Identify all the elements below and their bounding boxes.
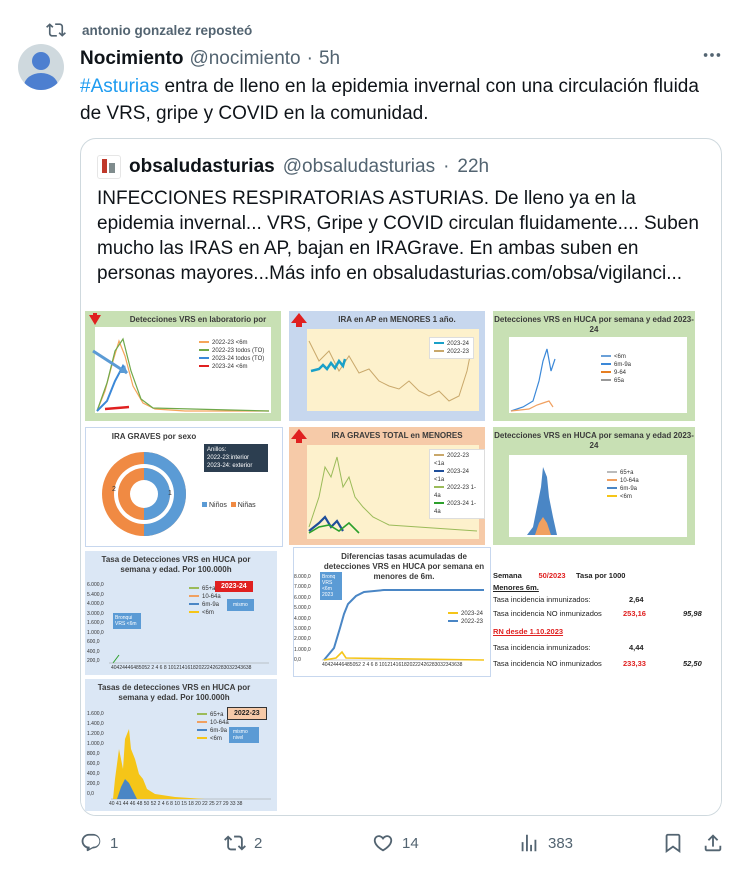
chart-legend xyxy=(193,709,233,745)
legend-item: 2023-24 xyxy=(461,611,484,617)
legend-item: 6m-9a xyxy=(210,728,228,734)
slice-label: 2 xyxy=(112,486,116,493)
more-options-button[interactable] xyxy=(697,44,727,70)
quoted-text: INFECCIONES RESPIRATORIAS ASTURIAS. De lleno ya en la epidemia invernal... VRS, Gripe y COVID circulan fluidamente.... Suben mucho las IRAS en AP, bajan en IRAGrave. En ambas suben en personas mayores...Más info en obsaludasturias.com/obsa/vigilanci... xyxy=(97,188,699,284)
panel-tasa-vrs-2324 xyxy=(85,551,277,675)
legend-item: 10-64a xyxy=(620,478,639,484)
repost-indicator[interactable] xyxy=(46,20,252,40)
season-tag: 2023-24 xyxy=(215,581,253,592)
legend-item: Niñas xyxy=(237,502,256,509)
panel-vrs-huca-1 xyxy=(493,311,695,421)
level-badge: mismo nivel xyxy=(229,727,259,743)
legend-item: 2023-24 1-4a xyxy=(434,501,477,515)
legend-item: <6m xyxy=(614,354,626,360)
panel-ira-graves-menores xyxy=(289,427,485,545)
post-header xyxy=(80,48,340,70)
legend-item: 10-64a xyxy=(202,594,221,600)
quoted-author-handle[interactable]: @obsaludasturias xyxy=(282,156,436,177)
panel-vrs-huca-2 xyxy=(493,427,695,545)
legend-item: 6m-9a xyxy=(620,486,638,492)
x-axis-ticks: 40 41 44 46 48 50 52 2 4 6 8 10 15 18 20 22 25 27 29 33 38 xyxy=(109,801,243,807)
y-axis-ticks: 6.000,0 5.400,0 4.000,0 3.000,0 1.600,0 1.000,0 600,0 400,0 200,0 xyxy=(87,582,104,664)
repost-icon xyxy=(224,832,246,854)
chart-legend xyxy=(202,502,256,509)
post-text xyxy=(80,73,720,127)
level-badge: mismo xyxy=(227,599,254,611)
author-name[interactable]: Nocimiento xyxy=(80,48,184,69)
x-axis-ticks: 40424446485052 2 4 6 8 101214161820222426283032343638 xyxy=(322,662,463,668)
quoted-post[interactable] xyxy=(80,138,722,816)
separator-dot: · xyxy=(443,156,450,177)
note-box: Bronqui VRS <6m xyxy=(113,613,141,629)
slice-label: 1 xyxy=(168,490,172,497)
author-handle[interactable]: @nocimiento xyxy=(189,48,301,69)
legend-item: 2023-24 xyxy=(447,341,470,347)
legend-item: <6m xyxy=(210,736,222,742)
bookmark-button[interactable] xyxy=(662,832,684,854)
panel-tasas-vrs-2223 xyxy=(85,679,277,811)
repost-button[interactable] xyxy=(224,832,262,854)
repost-icon xyxy=(46,20,66,40)
action-bar xyxy=(80,832,730,860)
infographic-image[interactable]: Detecciones VRS en laboratorio por 2022-23 <6m 2022-23 todos (TO) 2023-24 todos (TO) 2023-24 <6m IRA en AP en MENORES 1 año. 2023-24 2022-23 Detecciones VRS en HUCA por semana y edad 2023-24 <6m 6m-9a 9-64 65a IRA GRAVES por sexo 2 1 Anillos: 2022-23:interior 2023-24: exterior Niños Niñas IRA GRAVES TOTAL en MENORES 2022-23 <1a 2023-24 <1a 2022-23 1-4a 2023-24 1-4a Detecciones VRS en HUCA por semana y edad 2023-24 65+a 10-64a 6m-9a <6m Tasa de Detecciones VRS en HUCA por semana y edad. Por 100.000h 2023-24 mismo Bronqui VRS <6m 65+a 10-64a 6m-9a <6m 6.000,0 5.400,0 4.000,0 3.000,0 1.600,0 1.000,0 600,0 400,0 200,0 40424446485052 2 4 6 8 101214161820222426283032343638 Diferencias tasas acumuladas de detecciones VRS en HUCA por semana en menores de 6m. Bronq VRS <6m 2023 2023-24 2022-23 8.000,0 7.000,0 6.000,0 5.000,0 4.000,0 3.000,0 2.000,0 1.000,0 0,0 40424446485052 2 4 6 8 101214161820222426283032343638 Tasas de detecciones VRS en HUCA por semana y edad. Por 100.000h 2022-23 mismo nivel 65+a 10-64a 6m-9a <6m 1.600,0 1.400,0 1.200,0 1.000,0 800,0 600,0 400,0 200,0 0,0 40 41 44 46 48 50 52 2 4 6 8 10 15 18 20 22 25 27 29 33 38 Semana 50/2023 Tasa por 1000 Menores 6m. Tasa incidencia inmunizados: 2,64 Tasa incidencia NO inmunizados 253,16 95,98 RN desde 1.10.2023 Tasa incidencia inmunizados: 4,44 Tasa incidencia NO inmunizados 233,33 52,50 xyxy=(81,307,721,815)
panel-title: Diferencias tasas acumuladas de detecciones VRS en HUCA por semana en menores de 6m. xyxy=(323,552,485,581)
chart-legend xyxy=(444,608,487,628)
legend-item: 2022-23 <1a xyxy=(434,453,470,467)
reply-icon xyxy=(80,832,102,854)
panel-vrs-lab xyxy=(85,311,281,421)
panel-title: Detecciones VRS en HUCA por semana y edad 2023-24 xyxy=(494,315,694,334)
analytics-icon xyxy=(518,832,540,854)
heart-icon xyxy=(372,832,394,854)
chart-legend xyxy=(597,351,635,387)
y-axis-ticks: 1.600,0 1.400,0 1.200,0 1.000,0 800,0 600,0 400,0 200,0 0,0 xyxy=(87,711,104,797)
reply-button[interactable] xyxy=(80,832,118,854)
legend-item: 2023-24 todos (TO) xyxy=(212,356,265,362)
legend-item: 2022-23 <6m xyxy=(212,340,248,346)
chart-legend xyxy=(429,337,474,359)
view-count: 383 xyxy=(548,834,574,852)
legend-item: 65+a xyxy=(210,712,224,718)
bookmark-icon xyxy=(662,832,684,854)
panel-title: Detecciones VRS en laboratorio por xyxy=(129,315,267,324)
like-button[interactable] xyxy=(372,832,419,854)
quoted-header xyxy=(97,155,489,179)
panel-ira-graves-sexo xyxy=(85,427,283,547)
legend-item: 2022-23 1-4a xyxy=(434,485,477,499)
separator-dot: · xyxy=(306,48,313,69)
y-axis-ticks: 8.000,0 7.000,0 6.000,0 5.000,0 4.000,0 3.000,0 2.000,0 1.000,0 0,0 xyxy=(294,574,311,664)
legend-item: 9-64 xyxy=(614,370,627,376)
legend-item: 65+a xyxy=(620,470,634,476)
chart-legend xyxy=(429,449,485,519)
views-button[interactable] xyxy=(518,832,573,854)
hashtag-link[interactable]: #Asturias xyxy=(80,76,160,97)
share-icon xyxy=(702,832,724,854)
quoted-author-name[interactable]: obsaludasturias xyxy=(129,156,275,177)
panel-title: Tasas de detecciones VRS en HUCA por semana y edad. Por 100.000h xyxy=(97,683,251,702)
legend-item: 2022-23 xyxy=(447,349,470,355)
legend-item: 65a xyxy=(614,378,625,384)
legend-item: <6m xyxy=(620,494,632,500)
rings-note: Anillos: 2022-23:interior 2023-24: exterior xyxy=(204,444,268,472)
chart-legend xyxy=(185,583,225,619)
legend-item: 10-64a xyxy=(210,720,229,726)
reply-count: 1 xyxy=(110,834,119,852)
post-time[interactable]: 5h xyxy=(318,48,341,69)
panel-title: IRA GRAVES TOTAL en MENORES xyxy=(331,431,463,440)
legend-item: 2023-24 <1a xyxy=(434,469,470,483)
chart-legend xyxy=(603,467,643,503)
panel-title: Detecciones VRS en HUCA por semana y edad 2023-24 xyxy=(494,431,694,450)
more-icon xyxy=(701,44,723,66)
season-tag: 2022-23 xyxy=(227,707,267,720)
x-axis-ticks: 40424446485052 2 4 6 8 101214161820222426283032343638 xyxy=(111,665,252,671)
chart-legend xyxy=(195,337,268,373)
legend-item: 2023-24 <6m xyxy=(212,364,248,370)
avatar[interactable] xyxy=(18,44,64,90)
note-box: Bronq VRS <6m 2023 xyxy=(320,572,342,600)
legend-item: <6m xyxy=(202,610,214,616)
quoted-time[interactable]: 22h xyxy=(457,156,490,177)
panel-title: Tasa de Detecciones VRS en HUCA por semana y edad. Por 100.000h xyxy=(101,555,251,574)
panel-diferencias-tasas xyxy=(293,547,491,677)
legend-item: 6m-9a xyxy=(202,602,220,608)
legend-item: 2022-23 xyxy=(461,619,484,625)
panel-title: IRA GRAVES por sexo xyxy=(111,432,197,441)
like-count: 14 xyxy=(402,834,419,852)
legend-item: Niños xyxy=(208,502,227,509)
legend-item: 2022-23 todos (TO) xyxy=(212,348,265,354)
repost-text: antonio gonzalez reposteó xyxy=(82,22,253,38)
legend-item: 6m-9a xyxy=(614,362,632,368)
panel-title: IRA en AP en MENORES 1 año. xyxy=(338,315,456,324)
legend-item: 65+a xyxy=(202,586,216,592)
obsalud-logo-icon xyxy=(97,155,121,179)
repost-count: 2 xyxy=(254,834,263,852)
panel-ira-ap xyxy=(289,311,485,421)
post-body: entra de lleno en la epidemia invernal con una circulación fluida de VRS, gripe y COVID en la comunidad. xyxy=(80,76,699,124)
share-button[interactable] xyxy=(702,832,724,854)
